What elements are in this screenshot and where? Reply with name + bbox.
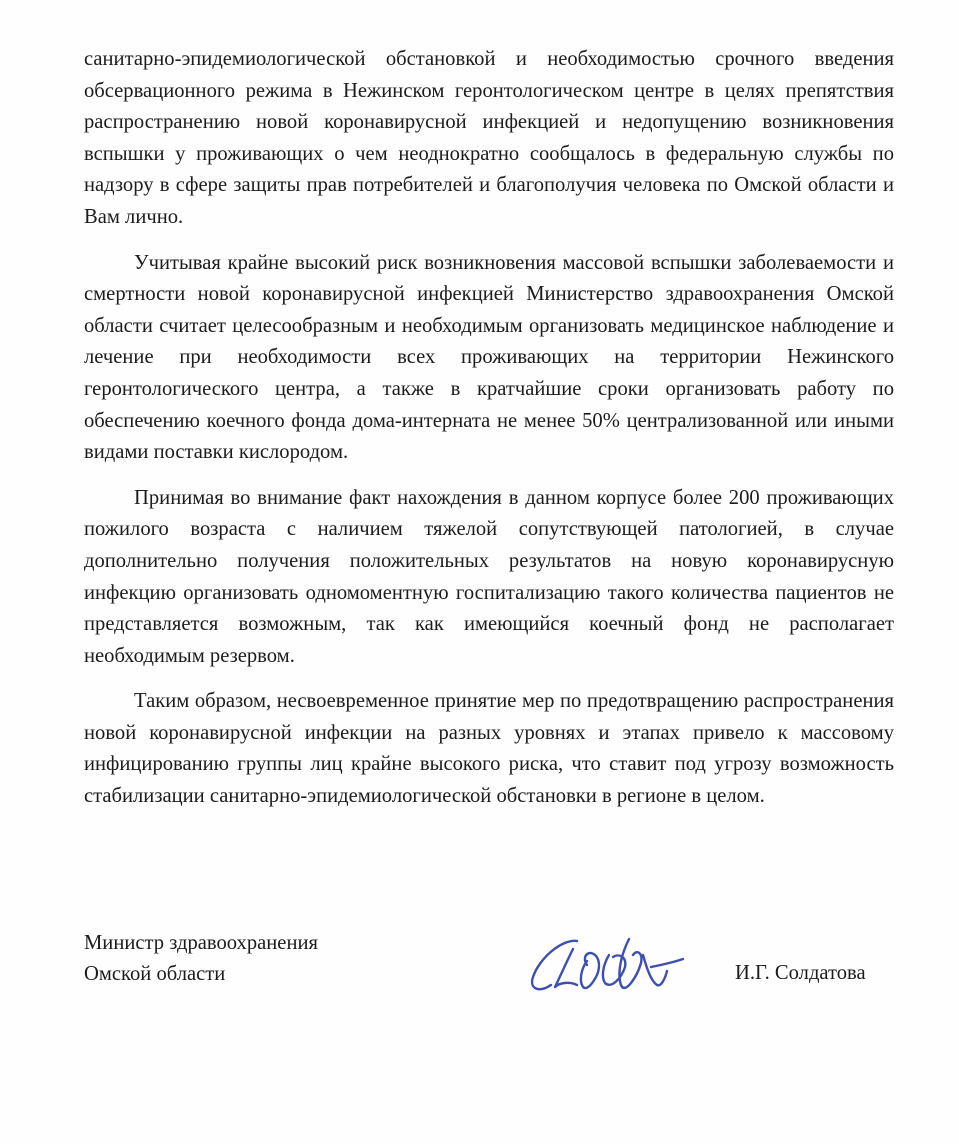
signatory-title-line2: Омской области bbox=[84, 963, 226, 985]
paragraph-conclusion: Таким образом, несвоевременное принятие мер по предотвращению распространения новой коронавирусной инфекции на разных уровнях и этапах привело к массовому инфицированию группы лиц крайне высокого риска, что ставит под угрозу возможность стабилизации санитарно-эпидемиологической обстановки в регионе в целом. bbox=[84, 690, 894, 808]
paragraph-risk-assessment: Учитывая крайне высокий риск возникновения массовой вспышки заболеваемости и смертности новой коронавирусной инфекцией Министерство здравоохранения Омской области считает целесообразным и необходимым организовать медицинское наблюдение и лечение при необходимости всех проживающих на территории Нежинского геронтологического центра, а также в кратчайшие сроки организовать работу по обеспечению коечного фонда дома-интерната не менее 50% централизованной или иными видами поставки кислородом. bbox=[84, 251, 894, 464]
paragraph-hospitalization: Принимая во внимание факт нахождения в данном корпусе более 200 проживающих пожилого возраста с наличием тяжелой сопутствующей патологией, в случае дополнительно получения положительных результатов на новую коронавирусную инфекцию организовать одномоментную госпитализацию такого количества пациентов не представляется возможным, так как имеющийся коечный фонд не располагает необходимым резервом. bbox=[84, 486, 894, 667]
signatory-name: И.Г. Солдатова bbox=[735, 962, 866, 984]
handwritten-signature bbox=[525, 925, 690, 1005]
letter-body bbox=[84, 44, 894, 827]
signatory-title-line1: Министр здравоохранения bbox=[84, 932, 318, 954]
paragraph-continuation: санитарно-эпидемиологической обстановкой и необходимостью срочного введения обсервационного режима в Нежинском геронтологическом центре в целях препятствия распространению новой коронавирусной инфекцией и недопущению возникновения вспышки у проживающих о чем неоднократно сообщалось в федеральную службы по надзору в сфере защиты прав потребителей и благополучия человека по Омской области и Вам лично. bbox=[84, 48, 894, 228]
signatory-title bbox=[84, 928, 318, 990]
